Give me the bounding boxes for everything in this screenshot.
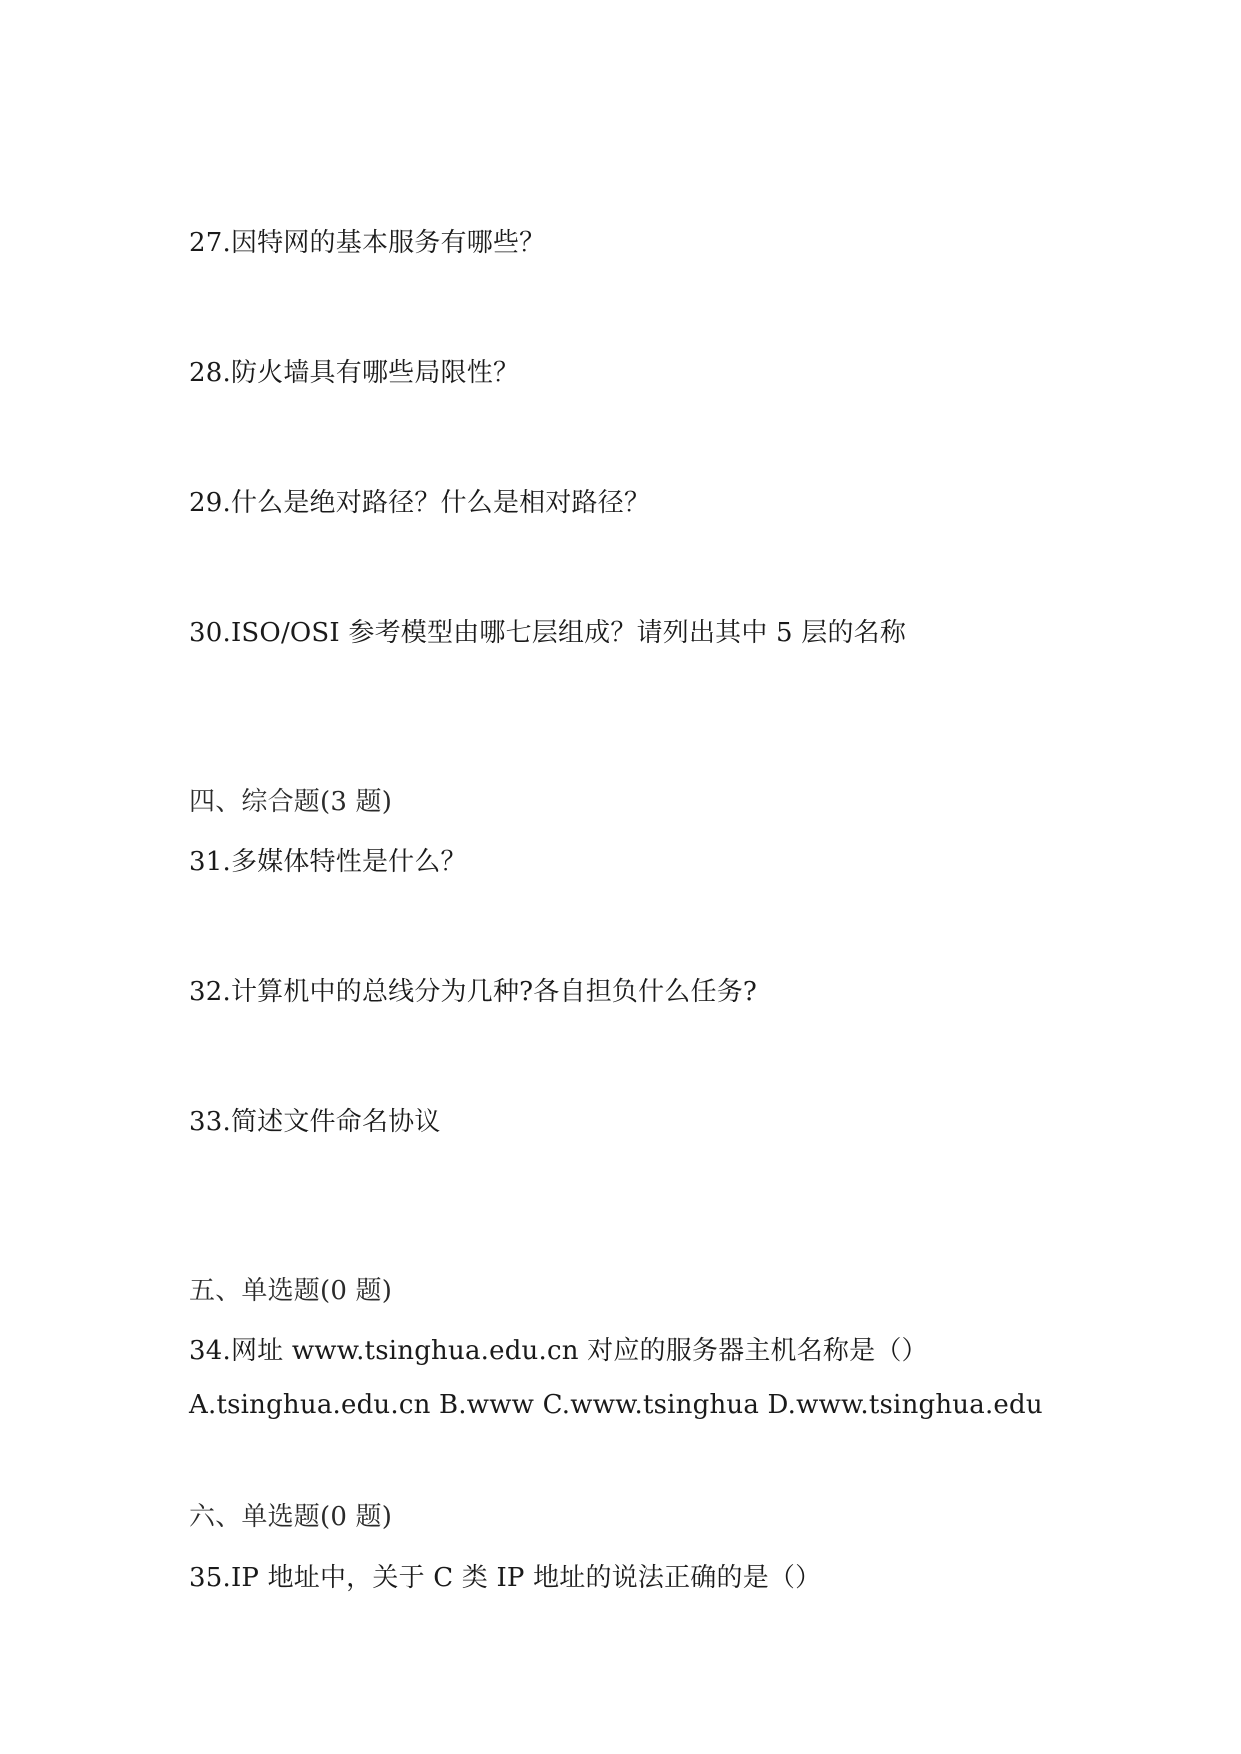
section-heading-comprehensive: 四、综合题(3 题) (189, 787, 393, 817)
section-heading-single-choice-6: 六、单选题(0 题) (189, 1502, 393, 1532)
question-33: 33.简述文件命名协议 (189, 1107, 441, 1137)
question-34-options: A.tsinghua.edu.cn B.www C.www.tsinghua D.www.tsinghua.edu (189, 1390, 1043, 1420)
question-34: 34.网址 www.tsinghua.edu.cn 对应的服务器主机名称是（） (189, 1336, 928, 1366)
section-heading-single-choice-5: 五、单选题(0 题) (189, 1276, 393, 1306)
question-30: 30.ISO/OSI 参考模型由哪七层组成？请列出其中 5 层的名称 (189, 618, 907, 648)
question-35: 35.IP 地址中，关于 C 类 IP 地址的说法正确的是（） (189, 1563, 822, 1593)
question-28: 28.防火墙具有哪些局限性？ (189, 358, 520, 388)
question-29: 29.什么是绝对路径？什么是相对路径？ (189, 488, 651, 518)
question-32: 32.计算机中的总线分为几种?各自担负什么任务? (189, 977, 758, 1007)
question-31: 31.多媒体特性是什么？ (189, 847, 467, 877)
question-27: 27.因特网的基本服务有哪些？ (189, 228, 546, 258)
